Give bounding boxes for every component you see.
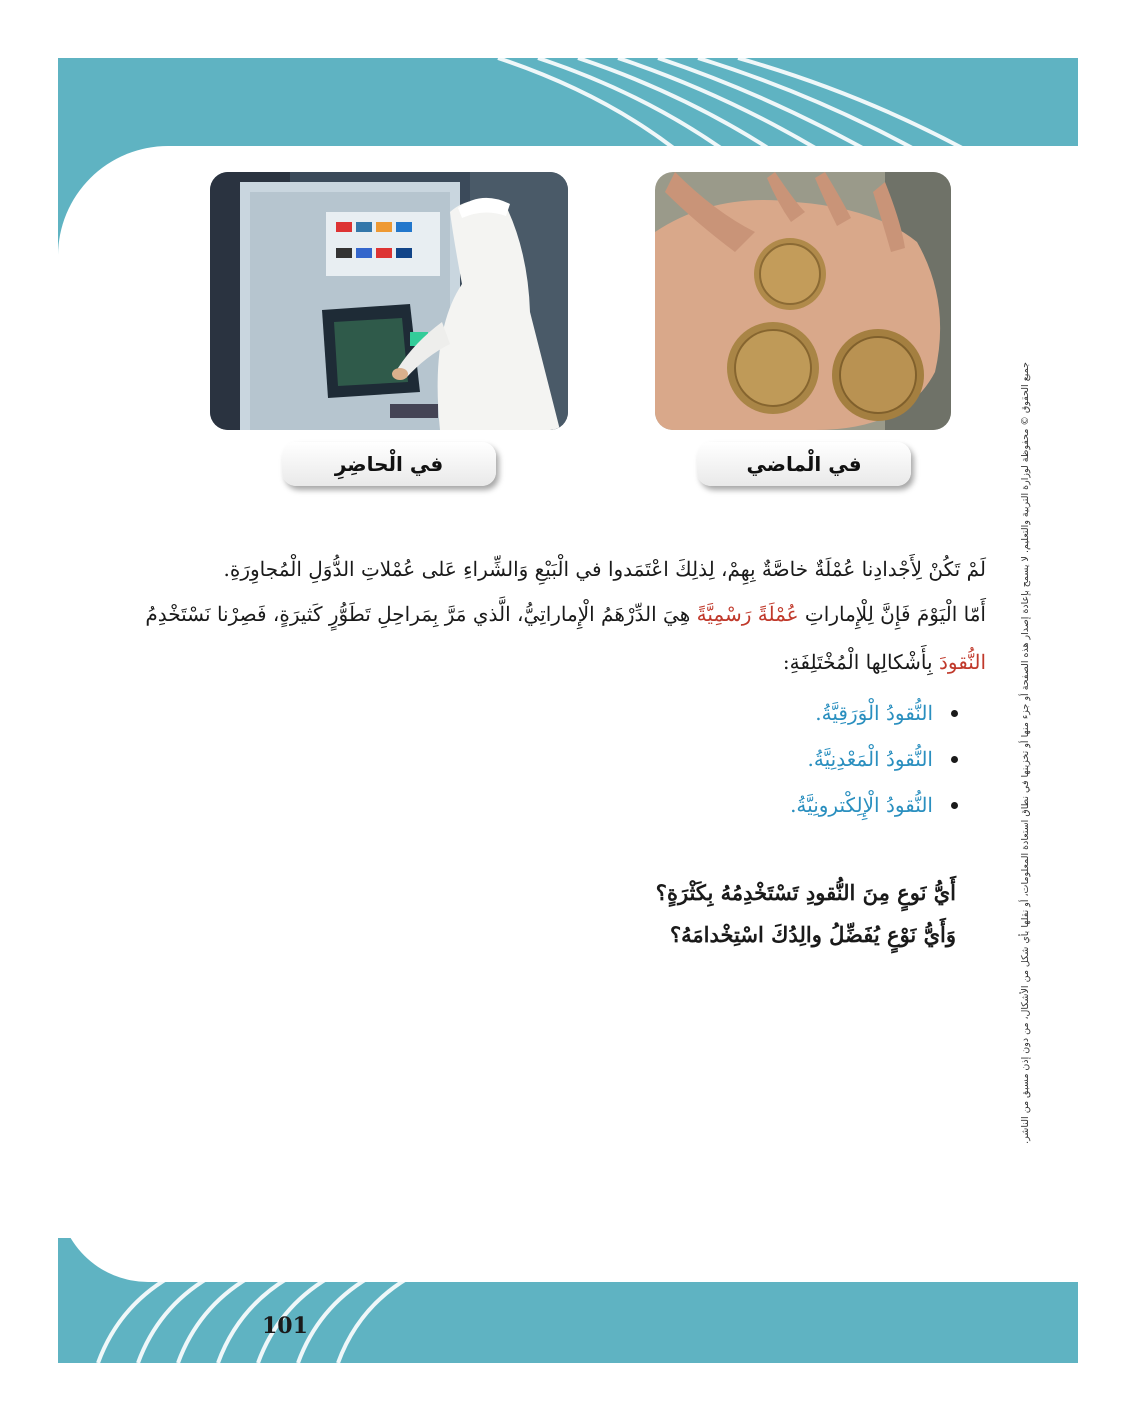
coins-photo (655, 172, 951, 430)
official-currency-highlight: عُمْلَةً رَسْمِيَّةً (696, 602, 799, 626)
list-item (790, 736, 958, 782)
paragraph-today-line2 (136, 643, 986, 681)
page-number: 101 (262, 1313, 308, 1339)
list-item (790, 690, 958, 736)
list-item-label: النُّقودُ الْإِلِكْترونِيَّةُ. (790, 793, 933, 817)
footer-band-curve (58, 1190, 1078, 1282)
paragraph-today-part2: هِيَ الدِّرْهَمُ الْإِماراتِيُّ، الَّذي مَرَّ بِمَراحِلِ تَطَوُّرٍ كَثيرَةٍ، فَصِرْنا نَسْتَخْدِمُ (145, 602, 697, 626)
paragraph-today-line2-rest: بِأَشْكالِها الْمُخْتَلِفَةِ: (782, 650, 939, 674)
question-2: وَأَيُّ نَوْعٍ يُفَضِّلُ والِدُكَ اسْتِخْدامَهُ؟ (669, 922, 956, 947)
money-highlight: النُّقودَ (938, 650, 986, 674)
paragraph-today-part1: أَمّا الْيَوْمَ فَإِنَّ لِلْإِماراتِ (798, 602, 986, 626)
list-item-label: النُّقودُ الْمَعْدِنِيَّةُ. (807, 747, 933, 771)
bullet-icon (951, 710, 958, 717)
paragraph-ancestors: لَمْ تَكُنْ لِأَجْدادِنا عُمْلَةٌ خاصَّةٌ بِهِمْ، لِذلِكَ اعْتَمَدوا في الْبَيْعِ وَالشِّراءِ عَلى عُمْلاتِ الدُّوَلِ الْمُجاوِرَةِ. (223, 557, 986, 581)
caption-past: في الْماضي (697, 442, 911, 486)
question-1: أَيُّ نَوعٍ مِنَ النُّقودِ تَسْتَخْدِمُهُ بِكَثْرَةٍ؟ (655, 880, 956, 905)
list-item (790, 782, 958, 828)
money-types-list (790, 690, 958, 828)
paragraph-today (136, 595, 986, 633)
caption-present: في الْحاضِرِ (282, 442, 496, 486)
bullet-icon (951, 802, 958, 809)
atm-photo (210, 172, 568, 430)
list-item-label: النُّقودُ الْوَرَقِيَّةُ. (815, 701, 933, 725)
copyright-note: جميع الحقوق © محفوظة لوزارة التربية والتعليم. لا يسمح بإعادة إصدار هذه الصفحة أو جزء منها أو تخزينها في نطاق استعادة المعلومات، أو نقلها بأي شكل من الأشكال، من دون إذن مسبق من الناشر. (1020, 362, 1031, 1144)
discussion-questions (656, 872, 956, 956)
bullet-icon (951, 756, 958, 763)
